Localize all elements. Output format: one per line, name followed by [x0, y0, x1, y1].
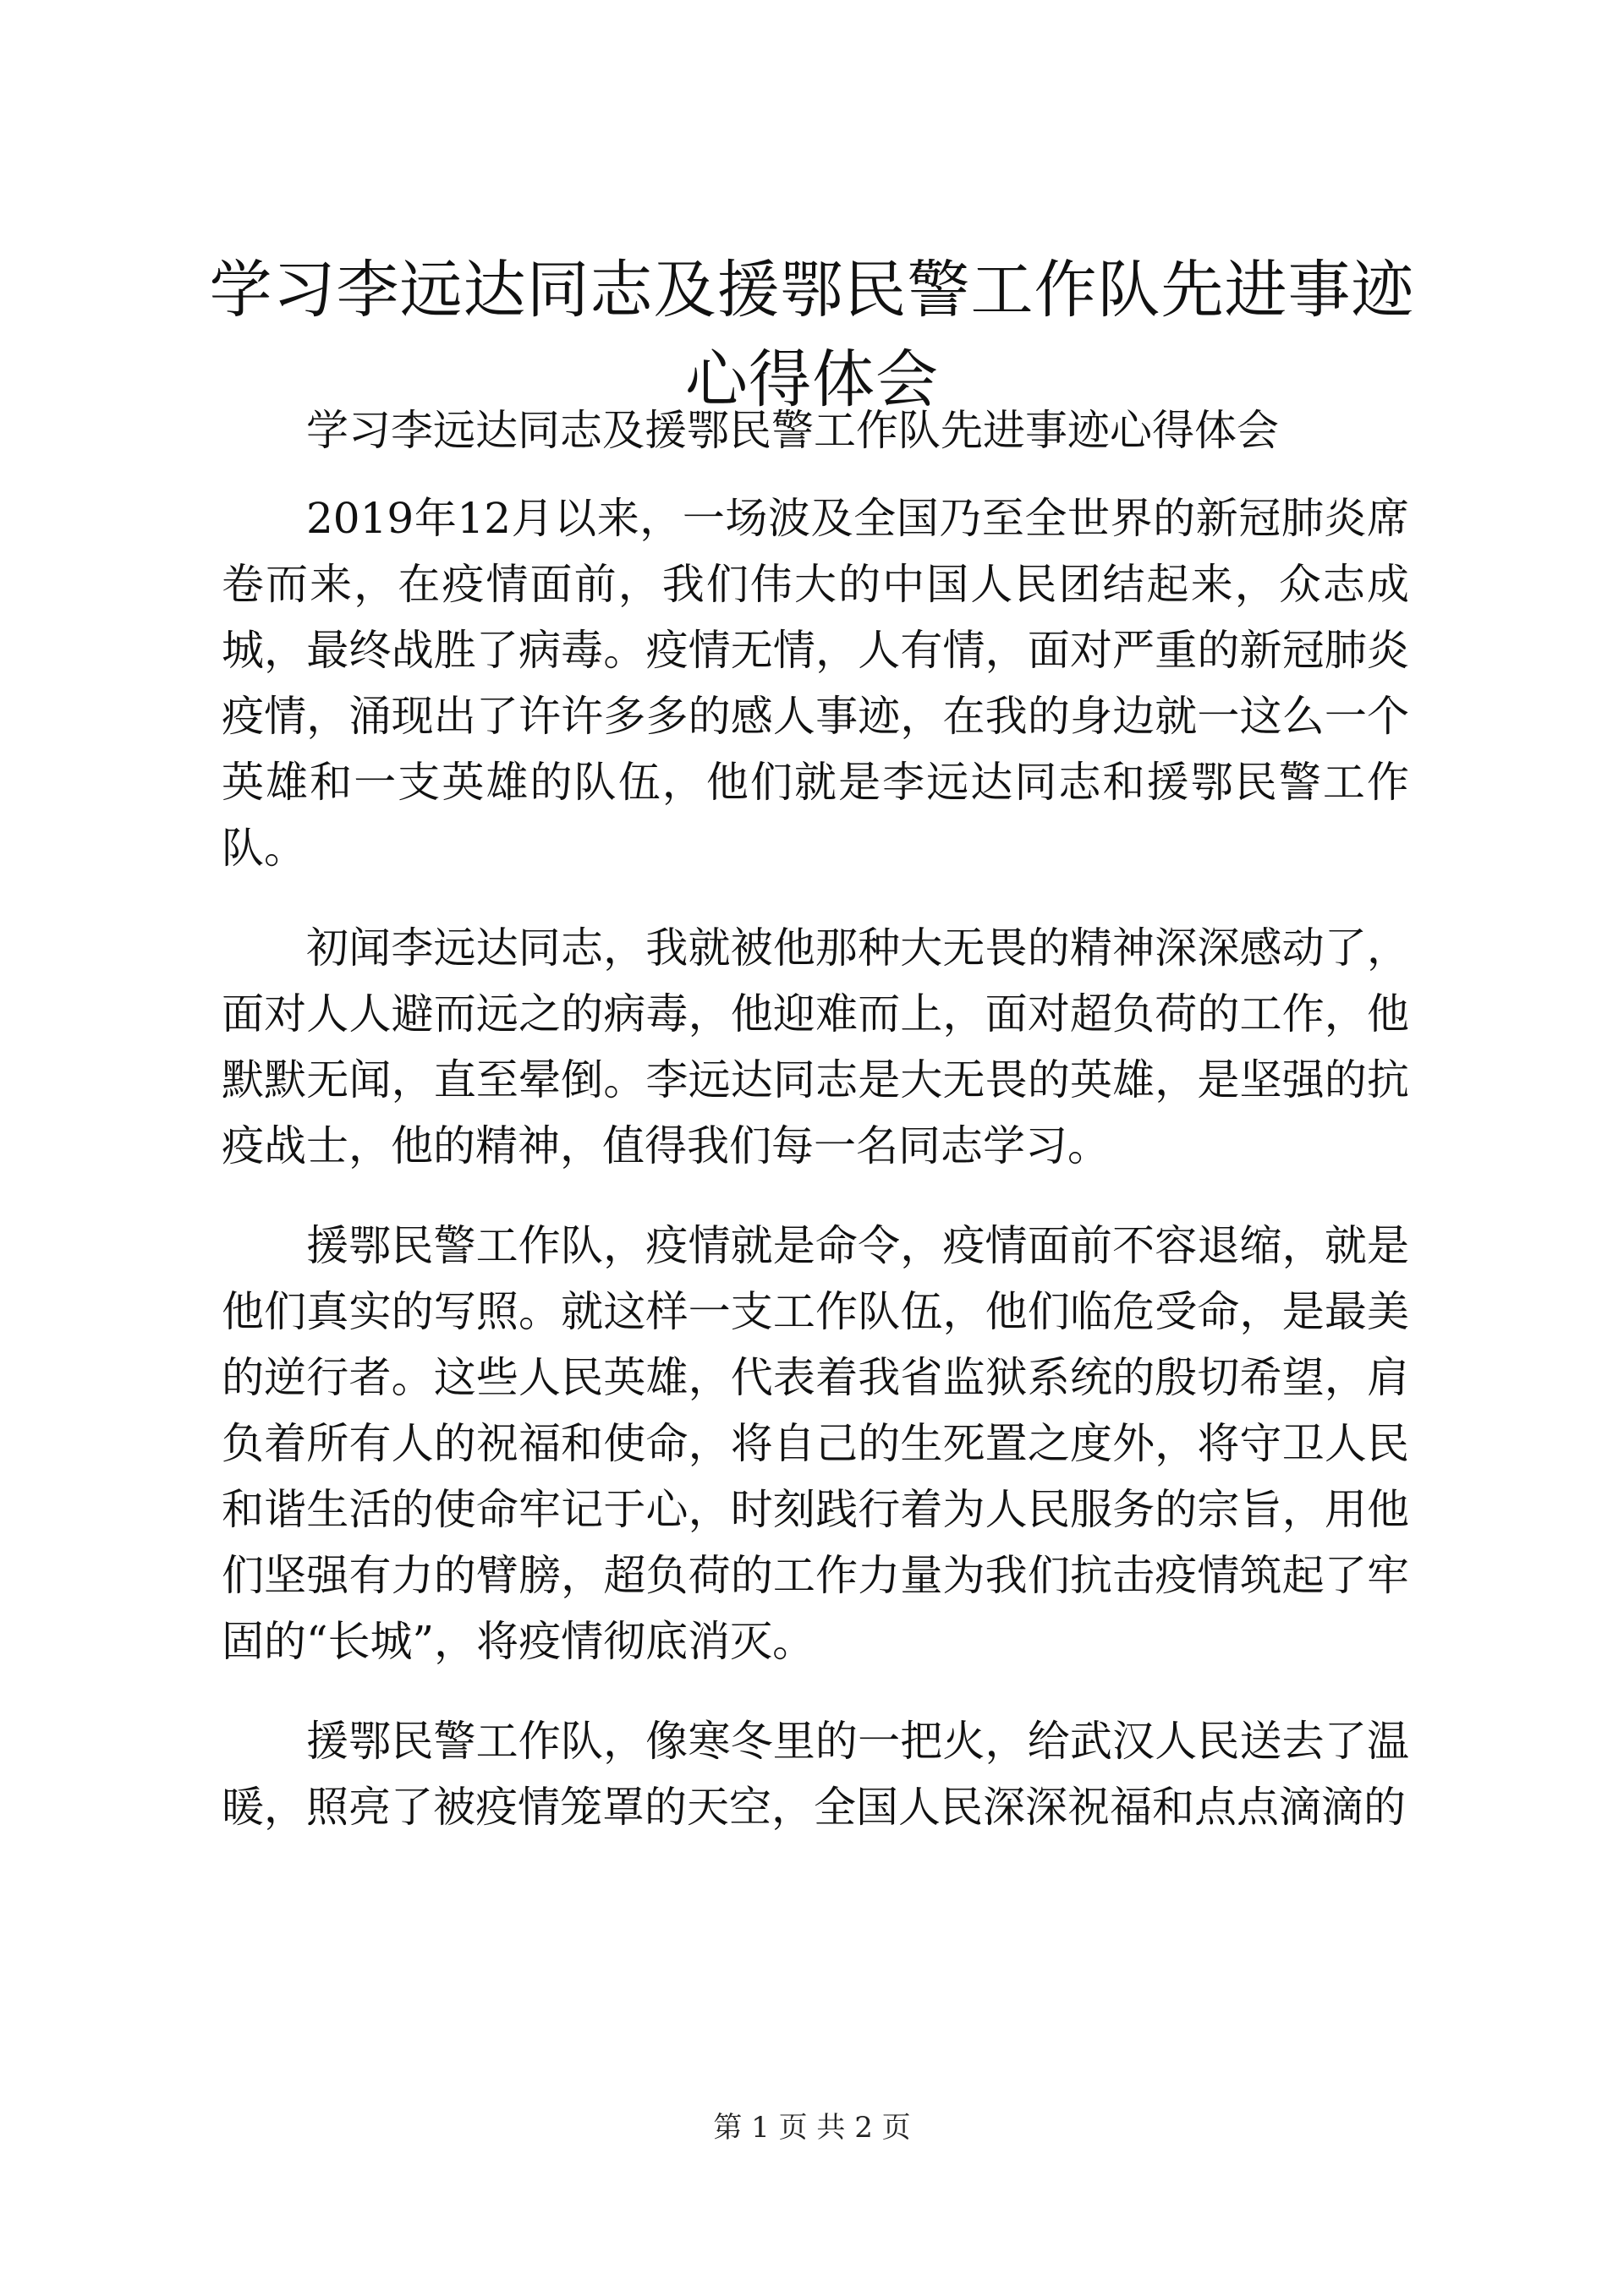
document-body [222, 397, 1409, 1840]
paragraph-1: 2019年12月以来，一场波及全国乃至全世界的新冠肺炎席卷而来，在疫情面前，我们伟大的中国人民团结起来，众志成城，最终战胜了病毒。疫情无情，人有情，面对严重的新冠肺炎疫情，涌现出了许许多多的感人事迹，在我的身边就一这么一个英雄和一支英雄的队伍，他们就是李远达同志和援鄂民警工作队。 [222, 494, 1409, 873]
document-subtitle: 学习李远达同志及援鄂民警工作队先进事迹心得体会 [306, 406, 1279, 455]
paragraph-2: 初闻李远达同志，我就被他那种大无畏的精神深深感动了，面对人人避而远之的病毒，他迎难而上，面对超负荷的工作，他默默无闻，直至晕倒。李远达同志是大无畏的英雄，是坚强的抗疫战士，他的精神，值得我们每一名同志学习。 [222, 923, 1409, 1170]
paragraph-4: 援鄂民警工作队，像寒冬里的一把火，给武汉人民送去了温暖，照亮了被疫情笼罩的天空，全国人民深深祝福和点点滴滴的 [222, 1717, 1409, 1832]
paragraph-3: 援鄂民警工作队，疫情就是命令，疫情面前不容退缩，就是他们真实的写照。就这样一支工作队伍，他们临危受命，是最美的逆行者。这些人民英雄，代表着我省监狱系统的殷切希望，肩负着所有人的祝福和使命，将自己的生死置之度外，将守卫人民和谐生活的使命牢记于心，时刻践行着为人民服务的宗旨，用他们坚强有力的臂膀，超负荷的工作力量为我们抗击疫情筑起了牢固的“长城”，将疫情彻底消灭。 [222, 1221, 1409, 1666]
page-number-footer: 第 1 页 共 2 页 [713, 2111, 911, 2145]
document-title: 学习李远达同志及援鄂民警工作队先进事迹心得体会 [209, 254, 1415, 416]
